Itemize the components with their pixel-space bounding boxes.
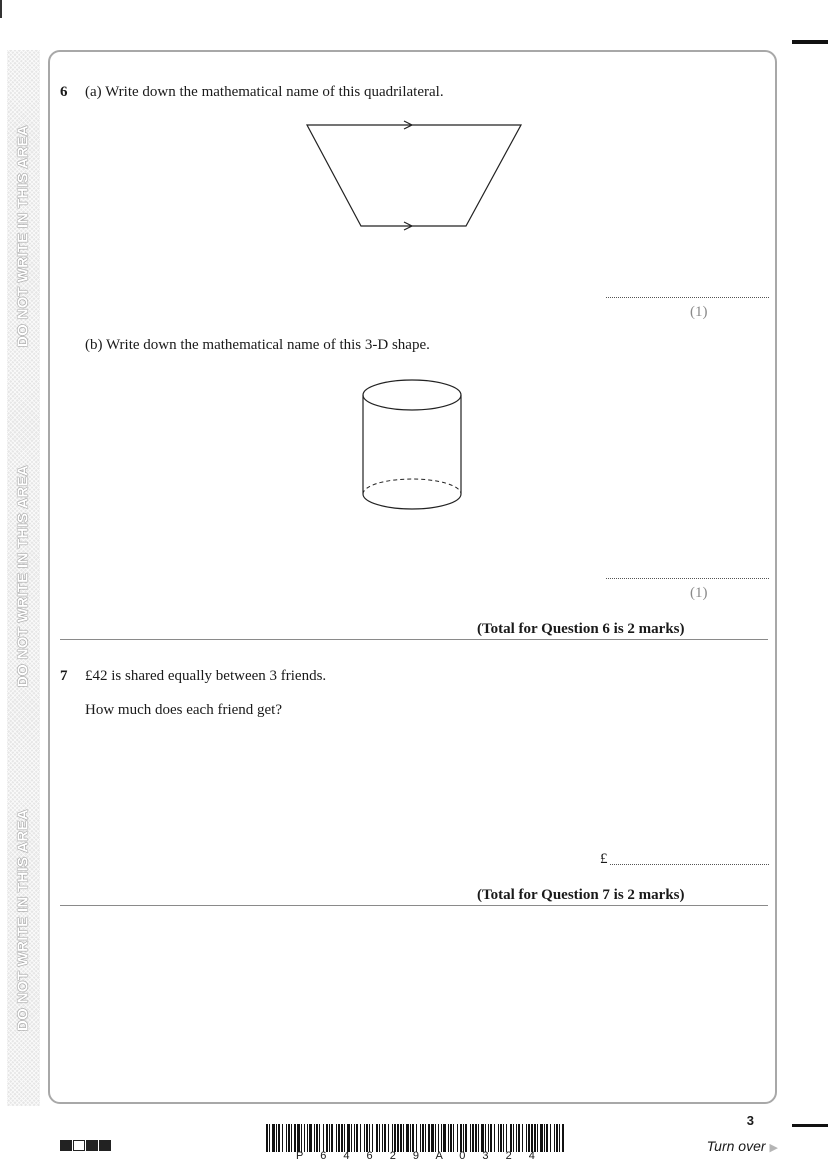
mark-allocation: (1) bbox=[690, 304, 708, 320]
question-6a-text: (a) Write down the mathematical name of this quadrilateral. bbox=[85, 84, 444, 100]
question-6b-text: (b) Write down the mathematical name of this 3-D shape. bbox=[85, 337, 430, 353]
currency-symbol: £ bbox=[600, 851, 608, 867]
question-divider bbox=[60, 905, 768, 906]
edge-registration-mark bbox=[792, 1124, 828, 1127]
answer-line-6b[interactable] bbox=[606, 578, 769, 579]
question-7-text: £42 is shared equally between 3 friends. bbox=[85, 668, 327, 684]
question-divider bbox=[60, 639, 768, 640]
trapezium-diagram bbox=[300, 115, 530, 235]
corner-crop-mark bbox=[0, 0, 2, 18]
question-number: 6 bbox=[60, 84, 68, 100]
mark-allocation: (1) bbox=[690, 585, 708, 601]
play-arrow-icon: ▶ bbox=[769, 1142, 778, 1154]
question-7-total: (Total for Question 7 is 2 marks) bbox=[477, 887, 685, 903]
edge-registration-mark bbox=[792, 40, 828, 44]
answer-line-7[interactable] bbox=[610, 864, 769, 865]
cylinder-diagram bbox=[360, 376, 470, 516]
question-number: 7 bbox=[60, 668, 68, 684]
barcode-text: P 6 4 6 2 9 A 0 3 2 4 bbox=[296, 1150, 542, 1162]
barcode bbox=[266, 1124, 564, 1152]
answer-line-6a[interactable] bbox=[606, 297, 769, 298]
question-6-total: (Total for Question 6 is 2 marks) bbox=[477, 621, 685, 637]
question-7-subtext: How much does each friend get? bbox=[85, 702, 283, 718]
page-marker-squares bbox=[60, 1140, 111, 1151]
page-number: 3 bbox=[746, 1113, 754, 1128]
turn-over-label: Turn over ▶ bbox=[706, 1138, 778, 1154]
